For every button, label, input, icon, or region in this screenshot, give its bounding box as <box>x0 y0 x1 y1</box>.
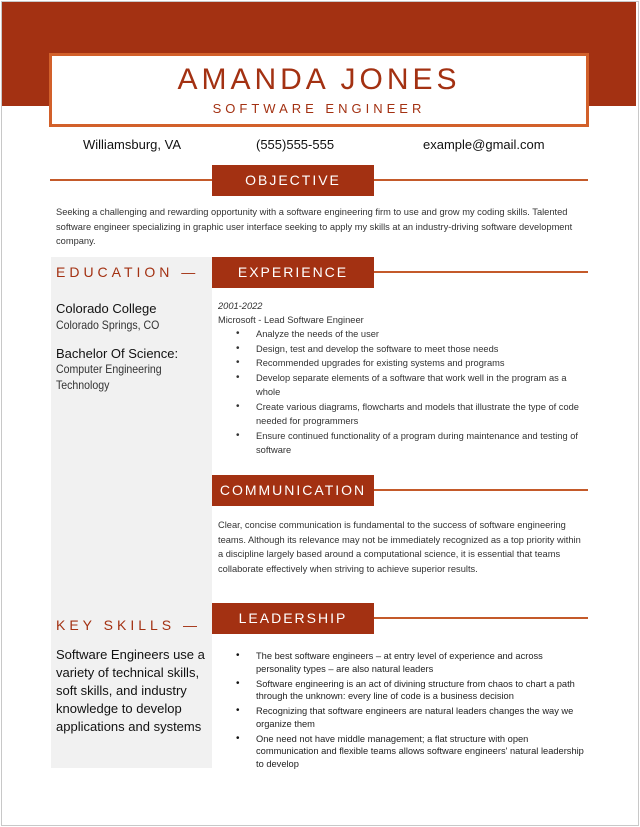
key-skills-heading: KEY SKILLS — <box>56 617 202 633</box>
leadership-rule <box>374 617 588 619</box>
name-box <box>49 53 589 127</box>
communication-text: Clear, concise communication is fundamental to the success of software engineering teams. Although its relevance may not be immediately recognized as a top priority within a discipline largely based around a computational science, it is essential that teams collaborate effectively when striving to achieve superior results. <box>218 520 581 574</box>
experience-item: • Recommended upgrades for existing systems and programs <box>218 356 588 371</box>
key-skills-text: Software Engineers use a variety of technical skills, soft skills, and industry knowledge to develop applications and systems <box>56 647 205 734</box>
objective-rule-left <box>50 179 212 181</box>
experience-item: • Design, test and develop the software to meet those needs <box>218 342 588 357</box>
experience-heading: EXPERIENCE <box>212 257 374 288</box>
leadership-heading: LEADERSHIP <box>212 603 374 634</box>
candidate-name: AMANDA JONES <box>177 63 461 96</box>
candidate-title: SOFTWARE ENGINEER <box>212 101 426 116</box>
experience-dates: 2001-2022 <box>218 301 263 311</box>
experience-item: • Ensure continued functionality of a program during maintenance and testing of software <box>218 429 588 458</box>
communication-rule <box>374 489 588 491</box>
leadership-item: • The best software engineers – at entry level of experience and across personality types – are also natural leaders <box>218 650 588 675</box>
education-school: Colorado College <box>56 301 157 316</box>
leadership-list <box>218 650 588 773</box>
experience-role: Microsoft - Lead Software Engineer <box>218 315 364 325</box>
contact-phone: (555)555-555 <box>256 137 335 152</box>
communication-heading: COMMUNICATION <box>212 475 374 506</box>
education-degree: Bachelor Of Science: <box>56 346 179 361</box>
leadership-item: • One need not have middle management; a flat structure with open communication and flexible teams allows software engineers' natural leadership to develop <box>218 733 588 771</box>
leadership-item: • Software engineering is an act of divining structure from chaos to chart a path through the unknown: every line of code is a business decision <box>218 678 588 703</box>
education-major: Computer Engineering Technology <box>56 362 162 392</box>
experience-item: • Develop separate elements of a software that work well in the program as a whole <box>218 371 588 400</box>
objective-text: Seeking a challenging and rewarding opportunity with a software engineering firm to use and grow my coding skills. Talented software engineer specializing in graphic user interface seeking to apply my skills at an industry-driving software development company. <box>56 207 573 246</box>
experience-item: • Analyze the needs of the user <box>218 327 588 342</box>
education-school-location: Colorado Springs, CO <box>56 318 160 332</box>
education-heading: EDUCATION — <box>56 264 200 280</box>
objective-heading: OBJECTIVE <box>212 165 374 196</box>
contact-email: example@gmail.com <box>423 137 545 152</box>
experience-rule <box>374 271 588 273</box>
contact-location: Williamsburg, VA <box>83 137 182 152</box>
objective-rule-right <box>374 179 588 181</box>
experience-item: • Create various diagrams, flowcharts and models that illustrate the type of code needed for programmers <box>218 400 588 429</box>
experience-list <box>218 327 588 458</box>
leadership-item: • Recognizing that software engineers are natural leaders changes the way we organize them <box>218 705 588 730</box>
